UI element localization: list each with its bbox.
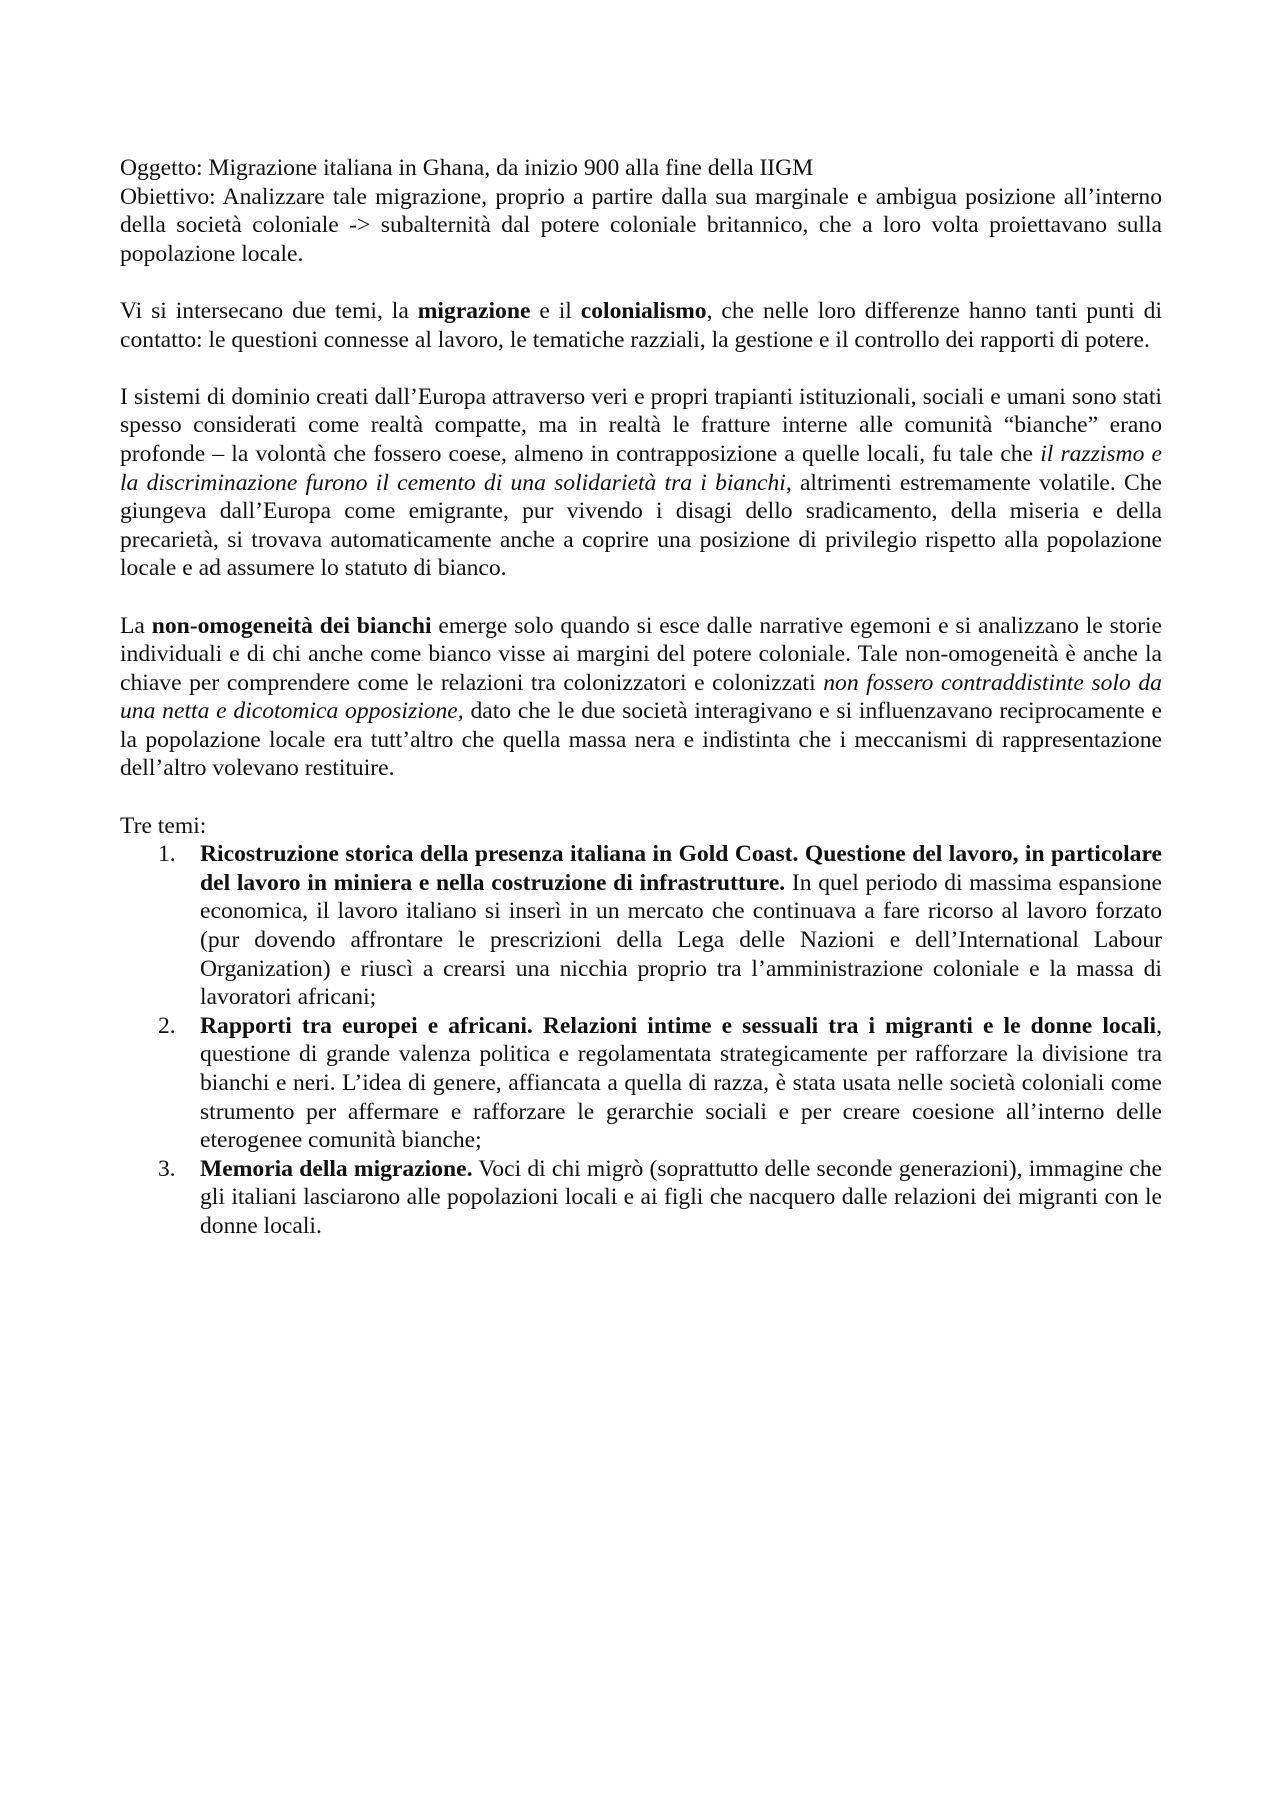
text: I sistemi di dominio creati dall’Europa attraverso veri e propri trapianti istituzionali, sociali e umani sono stati spesso considerati come realtà compatte, ma in realtà le fratture interne alle comunità “bianche” erano profonde – la volontà che fossero coese, almeno in contrapposizione a quelle locali, fu tale che	[120, 383, 1162, 467]
themes-intro-paragraph	[120, 297, 1162, 354]
text: e il	[530, 297, 581, 324]
list-number: 3.	[158, 1155, 176, 1182]
subject-line: Oggetto: Migrazione italiana in Ghana, da inizio 900 alla fine della IIGM	[120, 155, 814, 181]
text: , che nelle loro differenze hanno tanti punti di contatto: le questioni connesse al lavoro, le tematiche razziali, la gestione e il controllo dei rapporti di potere.	[120, 297, 1162, 353]
list-item	[120, 840, 1162, 1012]
list-item	[120, 1012, 1162, 1155]
list-item-title: Rapporti tra europei e africani. Relazioni intime e sessuali tra i migranti e le donne locali	[200, 1012, 1157, 1039]
objective-paragraph: Obiettivo: Analizzare tale migrazione, proprio a partire dalla sua marginale e ambigua posizione all’interno della società coloniale -> subalternità dal potere coloniale britannico, che a loro volta proiettavano sulla popolazione locale.	[120, 183, 1162, 267]
list-item-text: , questione di grande valenza politica e regolamentata strategicamente per rafforzare la divisione tra bianchi e neri. L’idea di genere, affiancata a quella di razza, è stata usata nelle società coloniali come strumento per affermare e rafforzare le gerarchie sociali e per creare coesione all’interno delle eterogenee comunità bianche;	[200, 1012, 1162, 1154]
text: La	[120, 612, 152, 639]
list-number: 1.	[158, 841, 176, 868]
list-number: 2.	[158, 1012, 176, 1039]
list-item-title: Memoria della migrazione.	[200, 1155, 473, 1182]
domination-systems-paragraph	[120, 383, 1162, 583]
paragraph-gap	[120, 583, 1162, 612]
text: dato che le due società interagivano e si influenzavano reciprocamente e la popolazione locale era tutt’altro che quella massa nera e indistinta che i meccanismi di rappresentazione dell’altro volevano restituire.	[120, 698, 1163, 782]
list-item	[120, 1155, 1162, 1241]
text: altrimenti estremamente volatile. Che giungeva dall’Europa come emigrante, pur vivendo i disagi dello sradicamento, della miseria e della precarietà, si trovava automaticamente anche a coprire una posizione di privilegio rispetto alla popolazione locale e ad assumere lo statuto di bianco.	[120, 469, 1162, 582]
themes-list	[120, 840, 1162, 1240]
text: emerge solo quando si esce dalle narrative egemoni e si analizzano le storie individuali e di chi anche come bianco visse ai margini del potere coloniale. Tale non-omogeneità è anche la chiave per comprendere come le relazioni tra colonizzatori e colonizzati	[120, 612, 1162, 696]
bold-term: non-omogeneità dei bianchi	[151, 612, 432, 639]
non-homogeneity-paragraph	[120, 612, 1162, 784]
document-page	[120, 154, 1162, 1241]
list-item-text: Voci di chi migrò (soprattutto delle seconde generazioni), immagine che gli italiani lasciarono alle popolazioni locali e ai figli che nacquero dalle relazioni dei migranti con le donne locali.	[200, 1155, 1163, 1239]
list-item-text: In quel periodo di massima espansione economica, il lavoro italiano si inserì in un mercato che continuava a fare ricorso al lavoro forzato (pur dovendo affrontare le prescrizioni della Lega delle Nazioni e dell’International Labour Organization) e riuscì a crearsi una nicchia proprio tra l’amministrazione coloniale e la massa di lavoratori africani;	[200, 869, 1162, 1011]
italic-phrase: il razzismo e la discriminazione furono il cemento di una solidarietà tra i bianchi,	[120, 440, 1162, 496]
themes-heading: Tre temi:	[120, 812, 207, 839]
text: Vi si intersecano due temi, la	[120, 297, 418, 324]
italic-phrase: non fossero contraddistinte solo da una netta e dicotomica opposizione,	[120, 669, 1162, 725]
bold-term-migrazione: migrazione	[417, 297, 531, 324]
paragraph-gap	[120, 783, 1162, 812]
bold-term-colonialismo: colonialismo	[580, 297, 707, 324]
paragraph-gap	[120, 268, 1162, 297]
paragraph-gap	[120, 354, 1162, 383]
list-item-title: Ricostruzione storica della presenza italiana in Gold Coast. Questione del lavoro, in particolare del lavoro in miniera e nella costruzione di infrastrutture.	[200, 841, 1162, 896]
